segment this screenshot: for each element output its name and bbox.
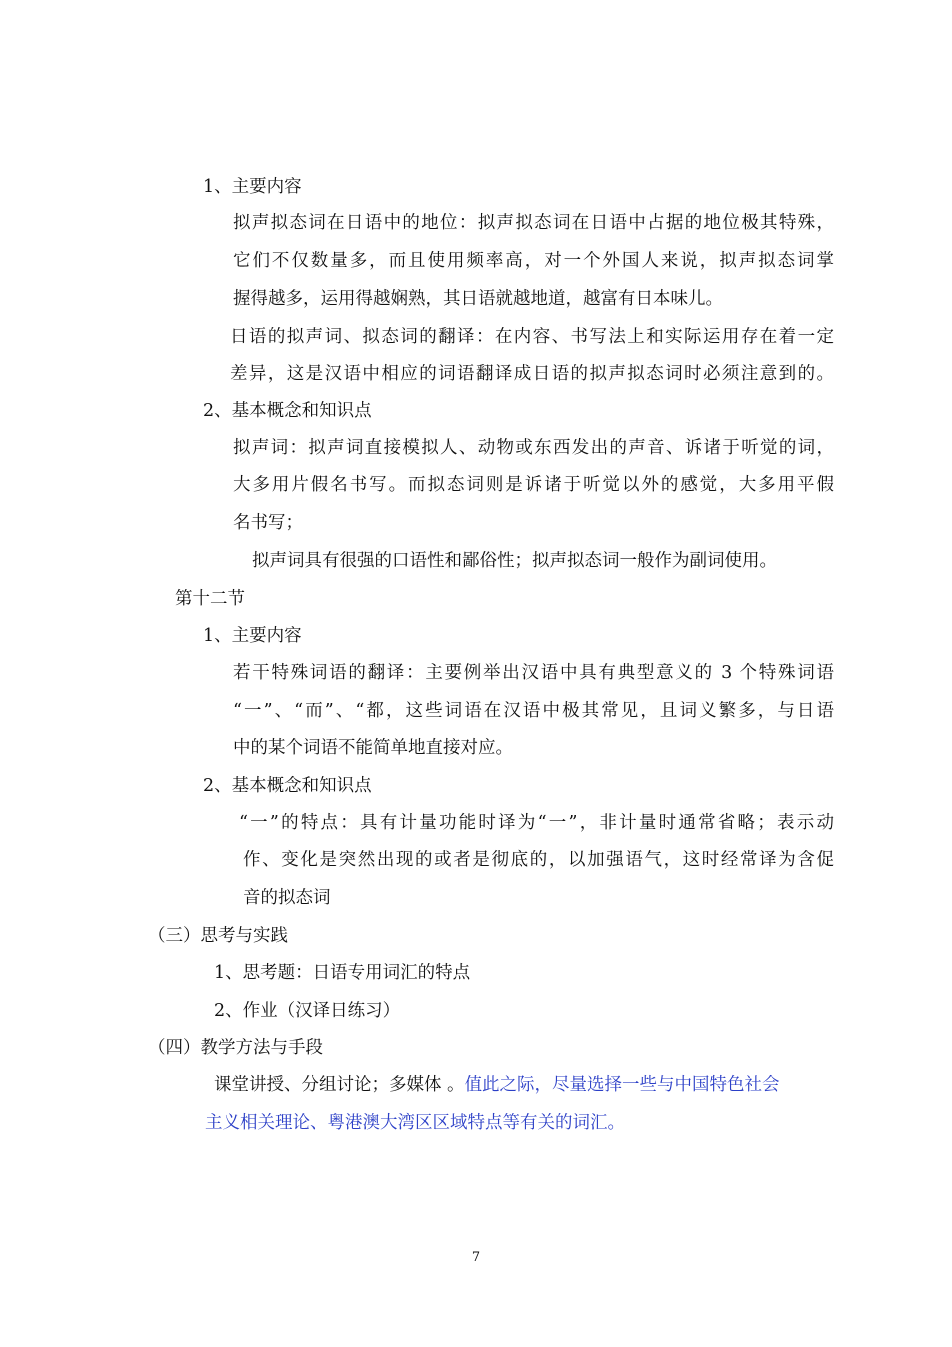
- methods-text: 课堂讲授、分组讨论；多媒体 。: [214, 1075, 465, 1095]
- s12-main-content-line: “一”、“而”、“都，这些词语在汉语中极其常见，且词义繁多，与日语: [233, 701, 834, 721]
- s12-title: 第十二节: [175, 589, 245, 609]
- s11-main-content-heading: 1、主要内容: [203, 177, 302, 197]
- s11-concepts-heading: 2、基本概念和知识点: [203, 401, 372, 421]
- s12-main-content-line: 中的某个词语不能简单地直接对应。: [233, 738, 513, 758]
- s11-main-content-line: 拟声拟态词在日语中的地位：拟声拟态词在日语中占据的地位极其特殊，: [233, 213, 834, 233]
- s12-concepts-line: “一”的特点：具有计量功能时译为“一”，非计量时通常省略；表示动: [239, 813, 834, 833]
- methods-highlight-text: 主义相关理论、粤港澳大湾区区域特点等有关的词汇。: [205, 1113, 625, 1133]
- s12-main-content-line: 若干特殊词语的翻译：主要例举出汉语中具有典型意义的 3 个特殊词语: [233, 663, 834, 683]
- s12-concepts-line: 作、变化是突然出现的或者是彻底的，以加强语气，这时经常译为含促: [243, 850, 834, 870]
- s12-concepts-heading: 2、基本概念和知识点: [203, 776, 372, 796]
- methods-line-1: [214, 1073, 780, 1097]
- s11-main-content-line: 日语的拟声词、拟态词的翻译：在内容、书写法上和实际运用存在着一定: [230, 327, 834, 347]
- s11-concepts-line: 拟声词：拟声词直接模拟人、动物或东西发出的声音、诉诸于听觉的词，: [233, 438, 834, 458]
- s11-concepts-line: 拟声词具有很强的口语性和鄙俗性；拟声拟态词一般作为副词使用。: [252, 551, 777, 571]
- page-number: 7: [471, 1250, 481, 1265]
- thinking-item: 2、作业（汉译日练习）: [214, 1001, 401, 1021]
- methods-heading: （四）教学方法与手段: [148, 1038, 323, 1058]
- s12-concepts-line: 音的拟态词: [243, 888, 331, 908]
- s11-concepts-line: 大多用片假名书写。而拟态词则是诉诸于听觉以外的感觉，大多用平假: [233, 475, 834, 495]
- s12-main-content-heading: 1、主要内容: [203, 626, 302, 646]
- thinking-heading: （三）思考与实践: [148, 926, 288, 946]
- s11-main-content-line: 差异，这是汉语中相应的词语翻译成日语的拟声拟态词时必须注意到的。: [230, 364, 834, 384]
- s11-main-content-line: 握得越多，运用得越娴熟，其日语就越地道，越富有日本味儿。: [233, 289, 723, 309]
- s11-main-content-line: 它们不仅数量多，而且使用频率高，对一个外国人来说，拟声拟态词掌: [233, 251, 834, 271]
- methods-highlight-text: 值此之际，尽量选择一些与中国特色社会: [464, 1075, 780, 1095]
- s11-concepts-line: 名书写；: [233, 513, 303, 533]
- thinking-item: 1、思考题：日语专用词汇的特点: [214, 963, 471, 983]
